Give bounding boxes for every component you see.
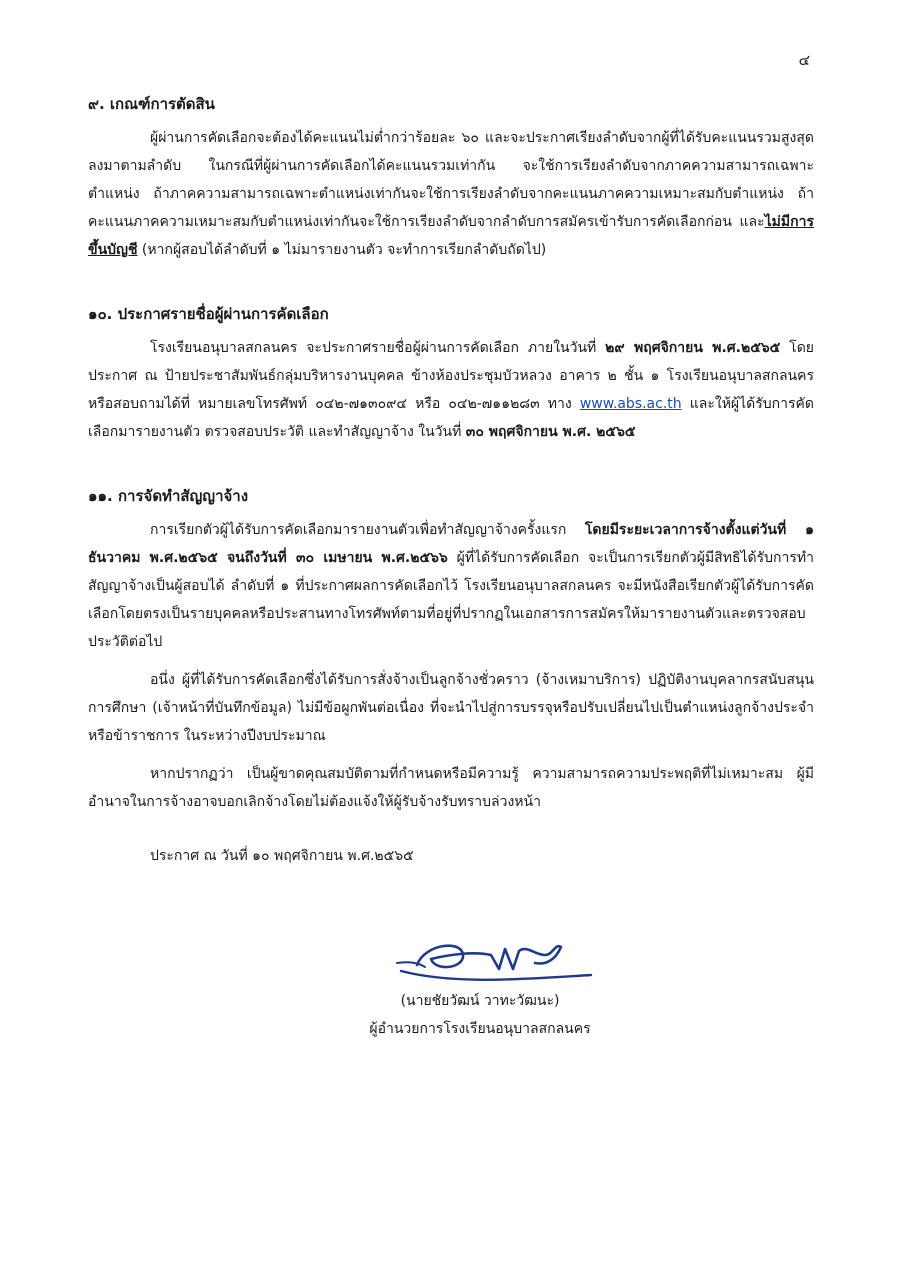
section-10-heading: ๑๐. ประกาศรายชื่อผู้ผ่านการคัดเลือก [88,305,329,323]
section-11-paragraph-1 [88,516,814,656]
section-11 [88,484,814,816]
section-11-heading: ๑๑. การจัดทำสัญญาจ้าง [88,487,249,505]
no-waitlist-note: ไม่มีการขึ้นบัญชี [88,214,814,258]
section-9-text-a: ผู้ผ่านการคัดเลือกจะต้องได้คะแนนไม่ต่ำกว่าร้อยละ ๖๐ และจะประกาศเรียงลำดับจากผู้ที่ได้รับคะแนนรวมสูงสุดลงมาตามลำดับ ในกรณีที่ผู้ผ่านการคัดเลือกได้คะแนนรวมเท่ากัน จะใช้การเรียงลำดับจากภาคความสามารถเฉพาะตำแหน่ง ถ้าภาคความสามารถเฉพาะตำแหน่งเท่ากันจะใช้การเรียงลำดับจากคะแนนภาคความเหมาะสมกับตำแหน่ง ถ้าคะแนนภาคความเหมาะสมกับตำแหน่งเท่ากันจะใช้การเรียงลำดับจากลำดับการสมัครเข้ารับการคัดเลือกก่อน และ [88,130,814,230]
signer-position: ผู้อำนวยการโรงเรียนอนุบาลสกลนคร [369,1021,591,1037]
section-11-text-a: การเรียกตัวผู้ได้รับการคัดเลือกมารายงานตัวเพื่อทำสัญญาจ้างครั้งแรก [150,522,585,538]
section-10-text-c: โดยประกาศ ณ ป้ายประชาสัมพันธ์กลุ่มบริหารงานบุคคล ข้างห้องประชุมบัวหลวง อาคาร ๒ ชั้น ๑ โรงเรียนอนุบาลสกลนคร หรือสอบถามได้ที่ หมายเลขโทรศัพท์ ๐๔๒-๗๑๓๐๙๔ หรือ ๐๔๒-๗๑๑๒๘๓ ทาง [88,340,815,412]
section-9 [88,92,814,264]
section-10-paragraph [88,334,814,446]
website-link[interactable]: www.abs.ac.th [579,396,682,412]
section-10-text-a: โรงเรียนอนุบาลสกลนคร จะประกาศรายชื่อผู้ผ่านการคัดเลือก ภายในวันที่ [150,340,606,356]
section-11-text-c: ผู้ที่ได้รับการคัดเลือก จะเป็นการเรียกตัวผู้มีสิทธิได้รับการทำสัญญาจ้างเป็นผู้สอบได้ ลำดับที่ ๑ ที่ประกาศผลการคัดเลือกไว้ โรงเรียนอนุบาลสกลนคร จะมีหนังสือเรียกตัวผู้ได้รับการคัดเลือกโดยตรงเป็นรายบุคคลหรือประสานทางโทรศัพท์ตามที่อยู่ที่ปรากฏในเอกสารการสมัครให้มารายงานตัวและตรวจสอบประวัติต่อไป [88,550,814,650]
section-9-heading: ๙. เกณฑ์การตัดสิน [88,95,215,113]
signer-name: (นายชัยวัฒน์ วาทะวัฒนะ) [400,993,560,1009]
section-10 [88,302,814,446]
page-number: ๔ [798,51,810,69]
report-date: ๓๐ พฤศจิกายน พ.ศ. ๒๕๖๕ [465,424,636,440]
announce-date: ๒๙ พฤศจิกายน พ.ศ.๒๕๖๕ [605,340,781,356]
signature-image [395,925,595,995]
contract-period: โดยมีระยะเวลาการจ้างตั้งแต่วันที่ ๑ ธันวาคม พ.ศ.๒๕๖๕ จนถึงวันที่ ๓๐ เมษายน พ.ศ.๒๕๖๖ [88,522,814,566]
announcement-date: ประกาศ ณ วันที่ ๑๐ พฤศจิกายน พ.ศ.๒๕๖๕ [150,848,414,864]
announcement-line [88,842,814,870]
section-9-paragraph [88,124,814,264]
section-10-text-d: และให้ผู้ได้รับการคัดเลือกมารายงานตัว ตรวจสอบประวัติ และทำสัญญาจ้าง ในวันที่ [88,396,814,440]
section-11-paragraph-2: อนึ่ง ผู้ที่ได้รับการคัดเลือกซึ่งได้รับการสั่งจ้างเป็นลูกจ้างชั่วคราว (จ้างเหมาบริการ) ปฏิบัติงานบุคลากรสนับสนุนการศึกษา (เจ้าหน้าที่บันทึกข้อมูล) ไม่มีข้อผูกพันต่อเนื่อง ที่จะนำไปสู่การบรรจุหรือปรับเปลี่ยนไปเป็นตำแหน่งลูกจ้างประจำหรือข้าราชการ ในระหว่างปีงบประมาณ [88,672,814,744]
section-9-text-c: (หากผู้สอบได้ลำดับที่ ๑ ไม่มารายงานตัว จะทำการเรียกลำดับถัดไป) [137,242,547,258]
section-11-paragraph-3: หากปรากฏว่า เป็นผู้ขาดคุณสมบัติตามที่กำหนดหรือมีความรู้ ความสามารถความประพฤติที่ไม่เหมาะสม ผู้มีอำนาจในการจ้างอาจบอกเลิกจ้างโดยไม่ต้องแจ้งให้ผู้รับจ้างรับทราบล่วงหน้า [88,766,814,810]
